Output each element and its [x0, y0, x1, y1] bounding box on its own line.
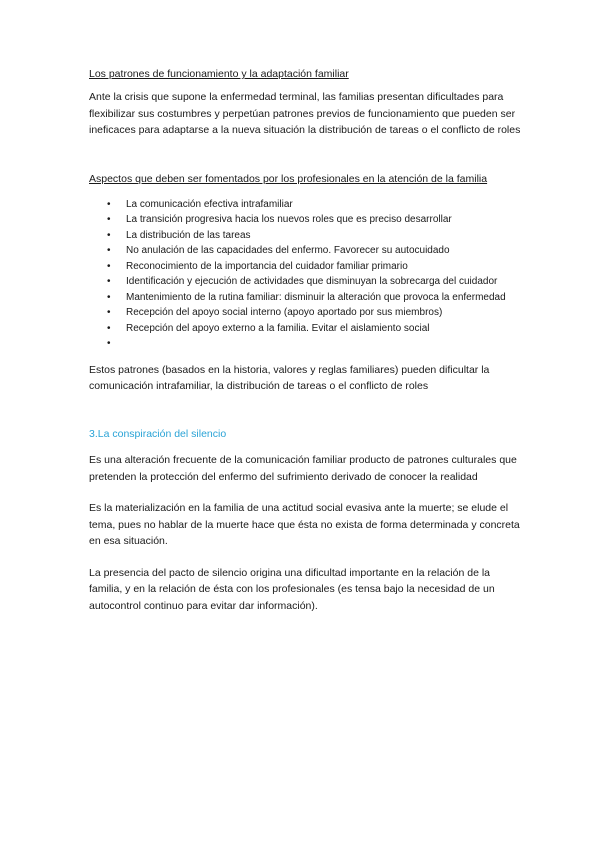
- list-item: [89, 228, 523, 244]
- bullet-icon: •: [107, 291, 111, 303]
- paragraph-patrones: Ante la crisis que supone la enfermedad terminal, las familias presentan dificultades para flexibilizar sus costumbres y perpetúan patrones previos de funcionamiento que pueden ser ineficaces para adaptarse a la nueva situación la distribución de tareas o el conflicto de roles: [89, 91, 521, 136]
- list-item-text: Identificación y ejecución de actividades que disminuyan la sobrecarga del cuidador: [126, 276, 498, 287]
- bullet-icon: •: [107, 245, 111, 256]
- bullet-icon: •: [107, 198, 111, 210]
- list-item: [89, 274, 523, 290]
- paragraph-alteracion: Es una alteración frecuente de la comunicación familiar producto de patrones culturales que pretenden la protección del enfermo del sufrimiento derivado de conocer la realidad: [89, 454, 517, 483]
- section-heading-conspiracion: 3.La conspiración del silencio: [89, 427, 227, 440]
- paragraph-estos-patrones: Estos patrones (basados en la historia, valores y reglas familiares) pueden dificultar la comunicación intrafamiliar, la distribución de tareas o el conflicto de roles: [89, 363, 490, 392]
- list-item-text: [126, 338, 129, 349]
- list-item-text: Recepción del apoyo social interno (apoyo aportado por sus miembros): [126, 307, 443, 318]
- list-item: [89, 212, 523, 228]
- paragraph-materializacion: Es la materialización en la familia de una actitud social evasiva ante la muerte; se elude el tema, pues no hablar de la muerte hace que ésta no exista de forma determinada y concreta en esa situación.: [89, 502, 520, 547]
- bullet-icon: •: [107, 260, 111, 272]
- list-item-text: La distribución de las tareas: [126, 229, 251, 241]
- aspects-list: [89, 197, 523, 352]
- list-item-text: Reconocimiento de la importancia del cuidador familiar primario: [126, 260, 408, 272]
- section-heading-aspectos: Aspectos que deben ser fomentados por los profesionales en la atención de la familia: [89, 172, 488, 185]
- bullet-icon: •: [107, 338, 111, 349]
- paragraph-pacto-silencio: La presencia del pacto de silencio origina una dificultad importante en la relación de la familia, y en la relación de ésta con los profesionales (es tensa bajo la necesidad de un autocontrol continuo para evitar dar información).: [89, 566, 495, 612]
- list-item-text: La transición progresiva hacia los nuevos roles que es preciso desarrollar: [126, 214, 452, 225]
- list-item: [89, 243, 523, 259]
- list-item-text: Mantenimiento de la rutina familiar: disminuir la alteración que provoca la enfermedad: [126, 291, 506, 303]
- section-heading-patrones: Los patrones de funcionamiento y la adaptación familiar: [89, 68, 349, 80]
- bullet-icon: •: [107, 276, 111, 287]
- list-item-text: Recepción del apoyo externo a la familia. Evitar el aislamiento social: [126, 322, 430, 334]
- bullet-icon: •: [107, 214, 111, 225]
- bullet-icon: •: [107, 322, 111, 334]
- bullet-icon: •: [107, 229, 111, 241]
- list-item: [89, 259, 523, 275]
- list-item: [89, 197, 523, 213]
- list-item: [89, 336, 523, 352]
- list-item: [89, 305, 523, 321]
- list-item: [89, 321, 523, 337]
- list-item-text: No anulación de las capacidades del enfermo. Favorecer su autocuidado: [126, 245, 450, 256]
- list-item-text: La comunicación efectiva intrafamiliar: [126, 198, 293, 210]
- list-item: [89, 290, 523, 306]
- bullet-icon: •: [107, 307, 111, 318]
